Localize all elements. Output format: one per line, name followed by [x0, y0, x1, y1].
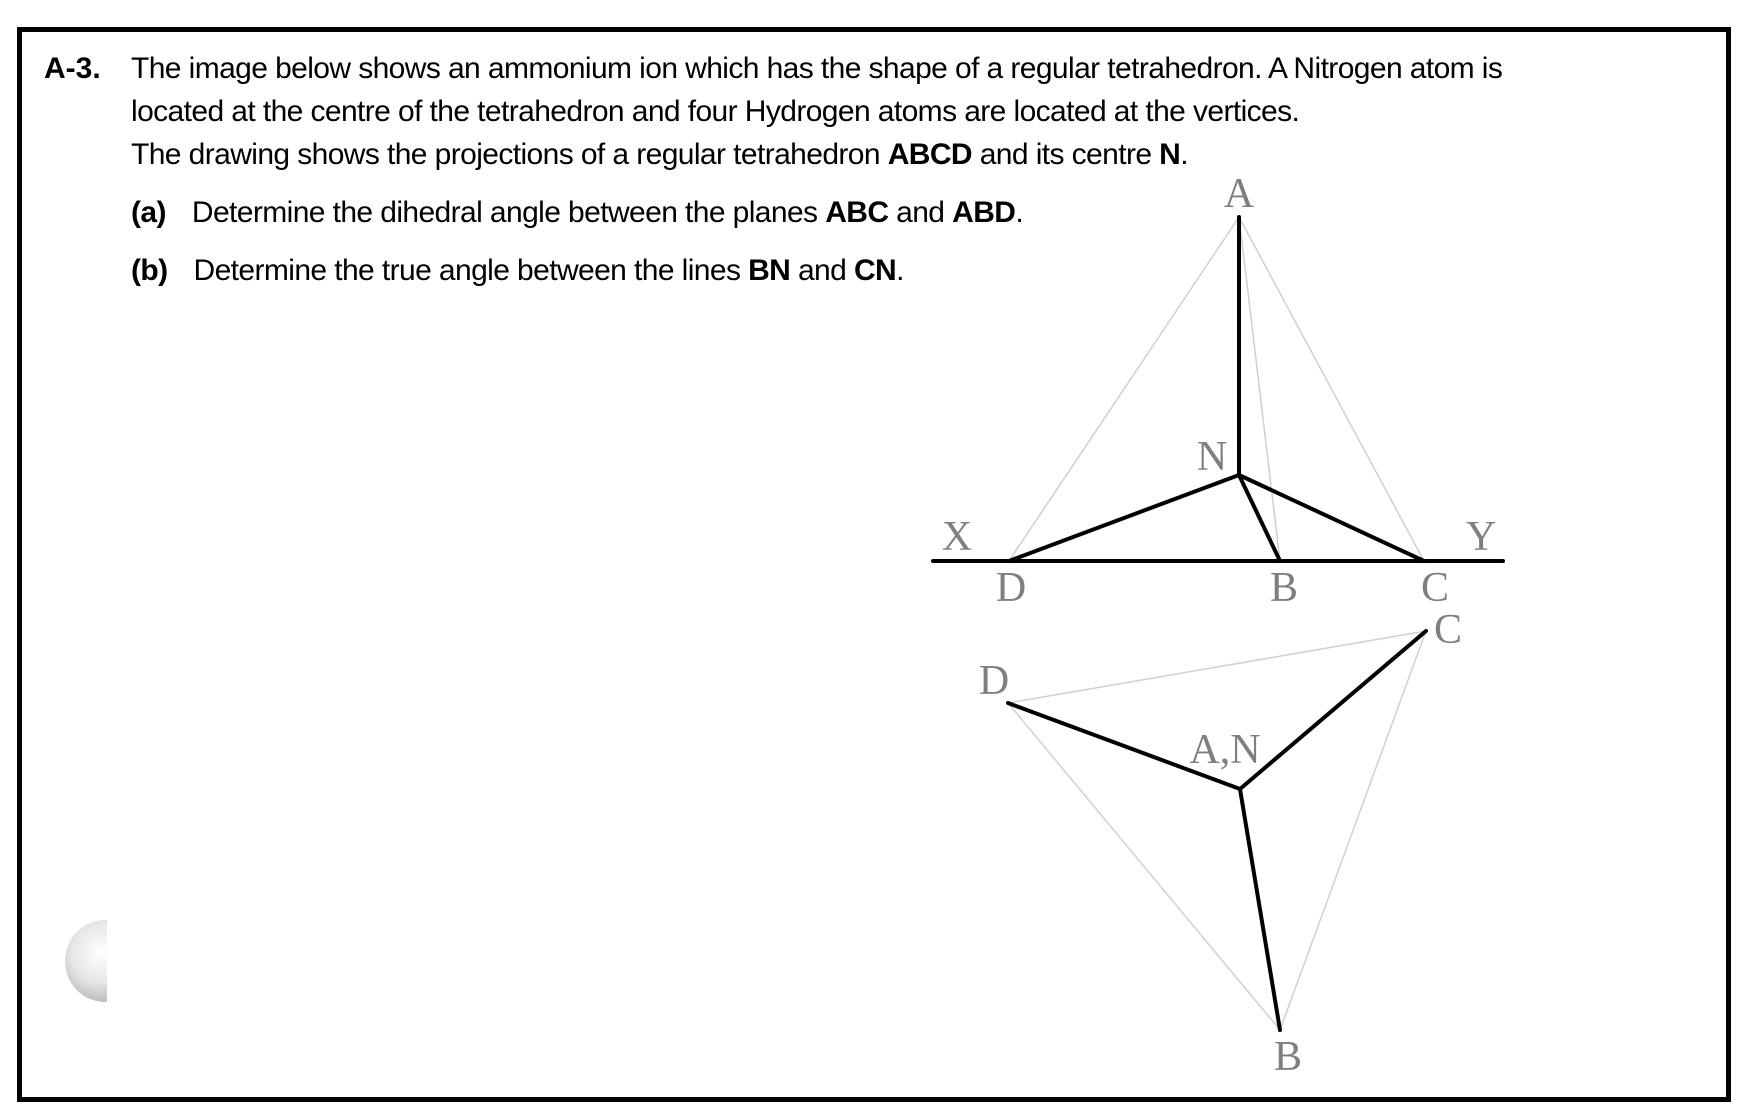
label-d-top: D [978, 658, 1010, 704]
plane-abd: ABD [952, 196, 1016, 229]
part-a-label: (a) [131, 196, 166, 229]
tetrahedron-name: ABCD [887, 138, 972, 171]
part-a-end: . [1015, 196, 1024, 229]
label-an-top: A,N [1189, 727, 1261, 773]
intro-line-2: located at the centre of the tetrahedron and four Hydrogen atoms are located at the vertices. [131, 95, 1300, 128]
line-bn: BN [748, 254, 791, 287]
label-n-front: N [1196, 434, 1228, 480]
label-b-front: B [1269, 565, 1299, 611]
top-view-bold-edges [1008, 631, 1426, 1030]
front-nb-line [1239, 475, 1280, 561]
label-y: Y [1465, 514, 1497, 560]
intro-line-1: The image below shows an ammonium ion which has the shape of a regular tetrahedron. A Nitrogen atom is [131, 52, 1503, 85]
part-b-text: Determine the true angle between the lines [193, 254, 749, 287]
label-c-top: C [1433, 607, 1463, 653]
part-b-end: . [896, 254, 904, 287]
line3-end: . [1180, 138, 1188, 171]
plane-abc: ABC [825, 196, 889, 229]
line3-text: The drawing shows the projections of a regular tetrahedron [131, 138, 888, 171]
label-a-front: A [1223, 171, 1255, 217]
front-view-bold-edges [933, 217, 1503, 561]
part-a-mid: and [888, 196, 953, 229]
label-b-top: B [1273, 1034, 1303, 1080]
label-x: X [941, 514, 973, 560]
label-d-front: D [995, 565, 1027, 611]
part-b-label: (b) [131, 254, 168, 287]
line-cn: CN [853, 254, 897, 287]
part-b-mid: and [790, 254, 854, 287]
front-nc-line [1239, 475, 1424, 561]
front-nd-line [1009, 475, 1239, 561]
label-c-front: C [1420, 565, 1450, 611]
front-view-thin-edges [1009, 217, 1424, 561]
centre-name: N [1159, 138, 1181, 171]
part-a-text: Determine the dihedral angle between the planes [191, 196, 826, 229]
question-number: A-3. [44, 52, 101, 85]
top-view-thin-edges [1008, 631, 1426, 1030]
line3-mid: and its centre [971, 138, 1160, 171]
